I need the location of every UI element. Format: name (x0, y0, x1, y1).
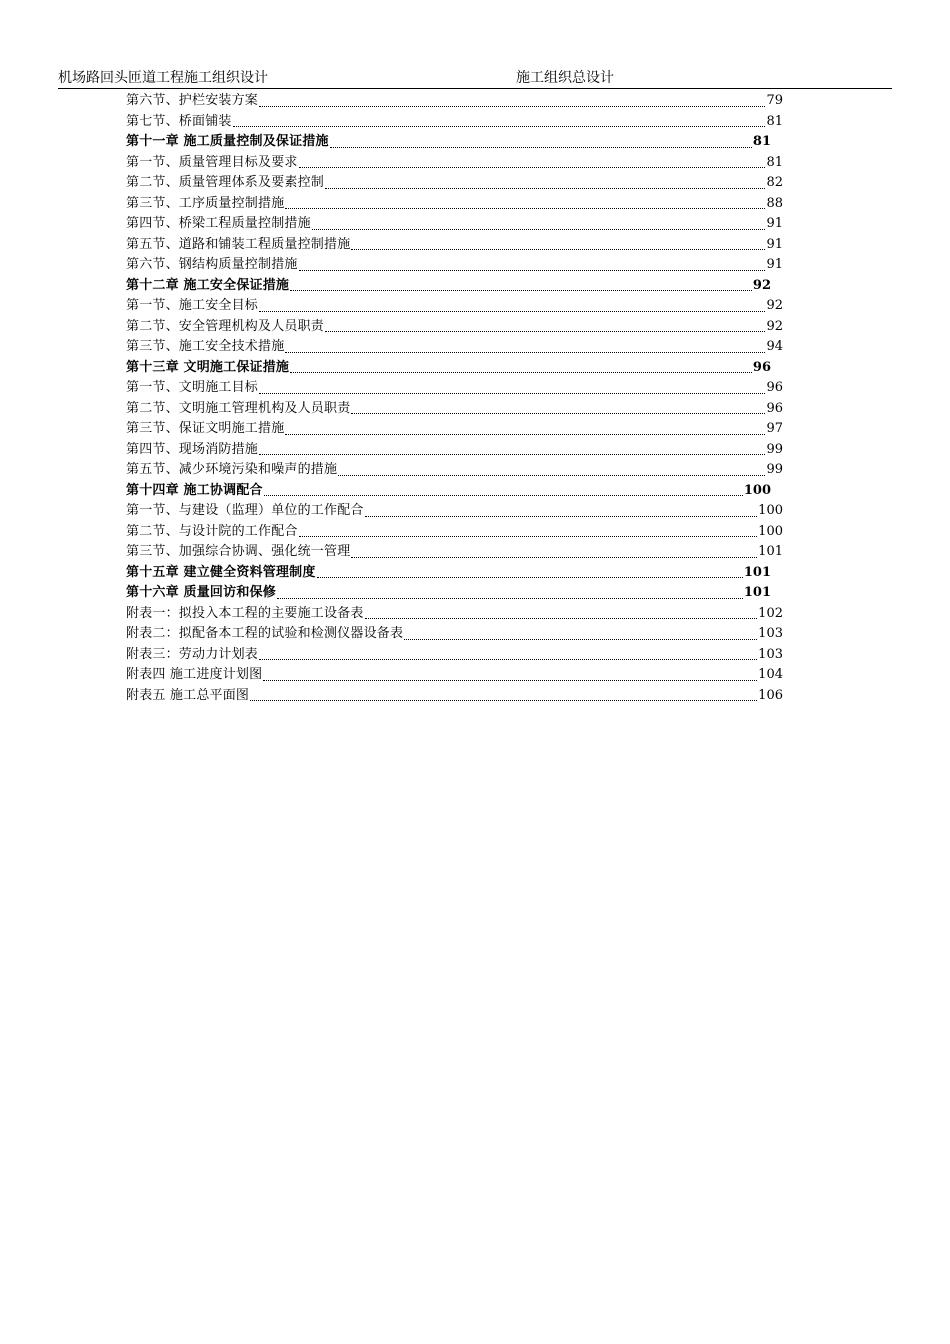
toc-page-number: 97 (766, 421, 783, 436)
toc-entry-title: 第六节、钢结构质量控制措施 (126, 257, 298, 272)
toc-entry-title: 第三节、工序质量控制措施 (126, 195, 285, 211)
toc-dot-leader (299, 536, 758, 537)
toc-entry-title: 第五节、道路和铺装工程质量控制措施 (126, 236, 351, 252)
toc-entry-title: 第三节、保证文明施工措施 (126, 421, 285, 436)
toc-chapter-entry[interactable] (126, 563, 771, 584)
toc-section-entry[interactable] (126, 173, 783, 194)
toc-page-number: 91 (766, 236, 783, 252)
toc-entry-title: 第五节、减少环境污染和噪声的措施 (126, 462, 338, 477)
toc-dot-leader (285, 434, 765, 435)
toc-dot-leader (325, 331, 765, 332)
toc-dot-leader (325, 188, 765, 189)
toc-dot-leader (233, 126, 766, 127)
toc-dot-leader (317, 577, 743, 578)
toc-entry-title: 附表一：拟投入本工程的主要施工设备表 (126, 605, 364, 621)
toc-page-number: 99 (766, 441, 783, 457)
toc-page-number: 103 (758, 646, 783, 662)
toc-page-number: 101 (743, 564, 771, 580)
toc-section-entry[interactable] (126, 317, 783, 338)
toc-section-entry[interactable] (126, 522, 783, 543)
toc-dot-leader (299, 167, 766, 168)
toc-chapter-entry[interactable] (126, 276, 771, 297)
toc-entry-title: 第一节、质量管理目标及要求 (126, 154, 298, 170)
toc-page-number: 79 (766, 93, 783, 108)
toc-dot-leader (285, 352, 765, 353)
toc-dot-leader (330, 147, 752, 148)
toc-entry-title: 第四节、现场消防措施 (126, 441, 259, 457)
document-title: 机场路回头匝道工程施工组织设计 (58, 70, 268, 86)
toc-dot-leader (259, 106, 765, 107)
toc-dot-leader (277, 598, 743, 599)
toc-page-number: 81 (766, 113, 783, 129)
toc-section-entry[interactable] (126, 214, 783, 235)
toc-page-number: 82 (766, 175, 783, 190)
table-of-contents (126, 91, 783, 706)
toc-section-entry[interactable] (126, 399, 783, 420)
toc-page-number: 96 (766, 380, 783, 395)
toc-entry-title: 第一节、文明施工目标 (126, 380, 259, 395)
toc-section-entry[interactable] (126, 296, 783, 317)
toc-dot-leader (290, 372, 752, 373)
toc-page-number: 102 (758, 605, 783, 621)
toc-dot-leader (365, 618, 758, 619)
toc-dot-leader (259, 393, 765, 394)
toc-entry-title: 第十一章 施工质量控制及保证措施 (126, 134, 329, 149)
toc-section-entry[interactable] (126, 194, 783, 215)
toc-section-entry[interactable] (126, 686, 783, 707)
toc-page-number: 92 (752, 277, 771, 293)
toc-chapter-entry[interactable] (126, 583, 771, 604)
toc-page-number: 104 (758, 667, 783, 682)
toc-dot-leader (299, 270, 766, 271)
toc-entry-title: 第二节、文明施工管理机构及人员职责 (126, 400, 351, 416)
toc-section-entry[interactable] (126, 255, 783, 276)
toc-entry-title: 第一节、与建设（监理）单位的工作配合 (126, 503, 364, 518)
toc-dot-leader (259, 659, 757, 660)
toc-entry-title: 第十五章 建立健全资料管理制度 (126, 564, 316, 580)
toc-chapter-entry[interactable] (126, 358, 771, 379)
toc-dot-leader (365, 516, 758, 517)
toc-dot-leader (263, 680, 757, 681)
toc-section-entry[interactable] (126, 337, 783, 358)
toc-page-number: 81 (752, 134, 771, 149)
toc-entry-title: 附表三：劳动力计划表 (126, 646, 259, 662)
toc-page-number: 103 (758, 626, 783, 641)
toc-section-entry[interactable] (126, 378, 783, 399)
toc-section-entry[interactable] (126, 112, 783, 133)
toc-section-entry[interactable] (126, 501, 783, 522)
toc-entry-title: 第二节、安全管理机构及人员职责 (126, 318, 325, 334)
toc-section-entry[interactable] (126, 645, 783, 666)
toc-dot-leader (259, 454, 765, 455)
toc-entry-title: 第一节、施工安全目标 (126, 298, 259, 313)
toc-section-entry[interactable] (126, 440, 783, 461)
toc-entry-title: 附表四 施工进度计划图 (126, 667, 263, 682)
toc-dot-leader (338, 475, 765, 476)
toc-entry-title: 第二节、与设计院的工作配合 (126, 523, 298, 539)
toc-dot-leader (259, 311, 765, 312)
toc-entry-title: 第二节、质量管理体系及要素控制 (126, 175, 325, 190)
toc-entry-title: 第十三章 文明施工保证措施 (126, 359, 290, 375)
toc-page-number: 88 (766, 195, 783, 211)
toc-entry-title: 附表二：拟配备本工程的试验和检测仪器设备表 (126, 626, 404, 641)
toc-chapter-entry[interactable] (126, 481, 771, 502)
toc-page-number: 96 (752, 359, 771, 375)
toc-section-entry[interactable] (126, 235, 783, 256)
toc-dot-leader (312, 229, 766, 230)
toc-entry-title: 第十六章 质量回访和保修 (126, 585, 276, 600)
toc-page-number: 81 (766, 154, 783, 170)
toc-entry-title: 第六节、护栏安装方案 (126, 93, 259, 108)
toc-dot-leader (351, 413, 765, 414)
toc-page-number: 96 (766, 400, 783, 416)
toc-entry-title: 第十二章 施工安全保证措施 (126, 277, 290, 293)
toc-page-number: 94 (766, 339, 783, 354)
toc-page-number: 92 (766, 298, 783, 313)
toc-section-entry[interactable] (126, 419, 783, 440)
toc-page-number: 101 (758, 544, 783, 559)
toc-dot-leader (264, 495, 743, 496)
toc-section-entry[interactable] (126, 91, 783, 112)
toc-dot-leader (290, 290, 752, 291)
toc-section-entry[interactable] (126, 153, 783, 174)
toc-entry-title: 附表五 施工总平面图 (126, 687, 250, 703)
toc-page-number: 101 (743, 585, 771, 600)
toc-chapter-entry[interactable] (126, 132, 771, 153)
toc-page-number: 99 (766, 462, 783, 477)
page-header (58, 68, 892, 89)
toc-page-number: 100 (758, 503, 783, 518)
toc-page-number: 92 (766, 318, 783, 334)
toc-entry-title: 第三节、施工安全技术措施 (126, 339, 285, 354)
toc-section-entry[interactable] (126, 604, 783, 625)
toc-entry-title: 第四节、桥梁工程质量控制措施 (126, 216, 311, 231)
toc-page-number: 100 (758, 523, 783, 539)
section-title: 施工组织总设计 (516, 70, 614, 86)
toc-page-number: 100 (743, 482, 771, 498)
toc-section-entry[interactable] (126, 542, 783, 563)
toc-entry-title: 第七节、桥面铺装 (126, 113, 232, 129)
toc-page-number: 91 (766, 216, 783, 231)
toc-entry-title: 第三节、加强综合协调、强化统一管理 (126, 544, 351, 559)
toc-dot-leader (351, 557, 757, 558)
toc-page-number: 91 (766, 257, 783, 272)
toc-dot-leader (285, 208, 765, 209)
toc-section-entry[interactable] (126, 624, 783, 645)
toc-entry-title: 第十四章 施工协调配合 (126, 482, 263, 498)
toc-page-number: 106 (758, 687, 783, 703)
toc-dot-leader (404, 639, 757, 640)
toc-dot-leader (250, 700, 757, 701)
toc-section-entry[interactable] (126, 460, 783, 481)
toc-section-entry[interactable] (126, 665, 783, 686)
toc-dot-leader (351, 249, 765, 250)
